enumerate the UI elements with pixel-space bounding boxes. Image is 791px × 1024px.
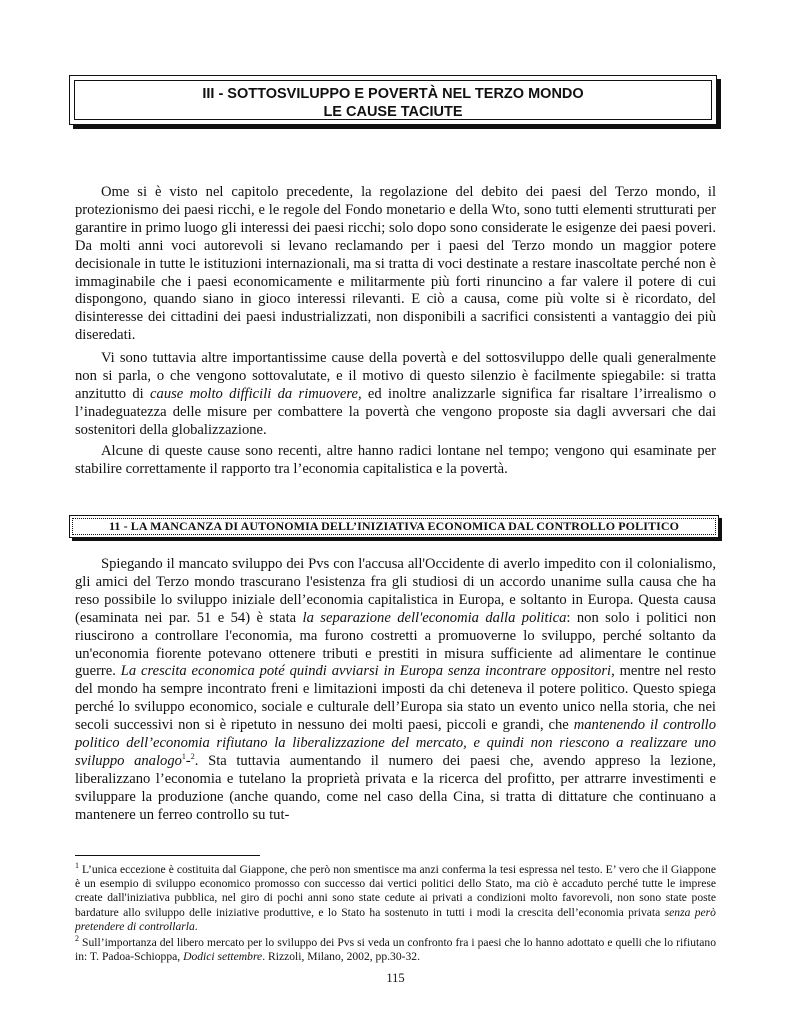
footnote-2 (75, 936, 716, 964)
section-italic-3: mantenendo il controllo politico dell’economia rifiutano la liberalizzazione del mercato, e quindi non riescono a realizzare uno sviluppo analogo (75, 717, 716, 769)
intro-p2-text-end: , ed inoltre analizzarle significa far risaltare l’irrealismo o l’inadeguatezza delle misure per combattere la povertà che vengono proposte sia dagli avversari che dai sostenitori della globalizzazione. (75, 385, 716, 438)
footnote-ref-2[interactable]: 2 (190, 752, 195, 762)
section-text-2: : non solo i politici non riuscirono a controllare l'economia, ma furono costretti a promuoverne lo sviluppo, perché soltanto da un'economia fiorente potevano ottenere tributi e prestiti in misura sufficiente ad alimentare le continue guerre. (75, 609, 716, 680)
footnote-1-italic: senza però pretendere di controllarla (75, 905, 716, 933)
footnote-1-mark: 1 (75, 861, 79, 871)
footnote-2-mark: 2 (75, 934, 79, 944)
section-paragraph (75, 556, 716, 825)
section-text-1: Spiegando il mancato sviluppo dei Pvs con l'accusa all'Occidente di averlo impedito con il colonialismo, gli amici del Terzo mondo trascurano l'esistenza fra gli studiosi di un accordo unanime sulla causa che ha reso possibile lo sviluppo iniziale dell’economia capitalistica in Europa, e soltanto in Europa. Questa causa (esaminata nei par. 51 e 54) è stata (75, 556, 716, 626)
chapter-title-line1: III - SOTTOSVILUPPO E POVERTÀ NEL TERZO MONDO (202, 86, 584, 102)
footnote-ref-separator: - (185, 752, 191, 769)
intro-p2-italic: cause molto difficili da rimuovere (150, 385, 358, 402)
intro-p2-text-start: Vi sono tuttavia altre importantissime cause della povertà e del sottosviluppo delle quali generalmente non si parla, o che vengono sottovalutate, e il motivo di questo silenzio è facilmente spiegabile: si tratta anzitutto di (75, 350, 716, 402)
section-italic-2: La crescita economica poté quindi avviarsi in Europa senza incontrare oppositori, (120, 663, 615, 680)
footnote-2-text: Sull’importanza del libero mercato per lo sviluppo dei Pvs si veda un confronto fra i paesi che lo hanno adottato e quelli che lo rifiutano in: T. Padoa-Schioppa, (75, 936, 716, 964)
section-heading-box (69, 515, 719, 538)
chapter-title-line2: LE CAUSE TACIUTE (323, 104, 463, 120)
footnote-1-text: L’unica eccezione è costituita dal Giappone, che però non smentisce ma anzi conferma la tesi espressa nel testo. E’ vero che il Giappone è un esempio di sviluppo economico promosso con successo dai vertici politici dello Stato, ma ciò è accaduto perché tutte le imprese create dall'iniziativa pubblica, nel giro di pochi anni sono state cedute ai privati a condizioni molto favorevoli, non sono state poste bardature allo sviluppo delle iniziative produttive, e lo Stato ha sostenuto in tutti i modi la crescita dell’economia privata (75, 863, 716, 919)
footnote-ref-1[interactable]: 1 (181, 752, 186, 762)
footnote-divider (75, 855, 260, 856)
section-text-4: . Sta tuttavia aumentando il numero dei paesi che, avendo appreso la lezione, liberalizzano l’economia e tutelano la proprietà privata e la ricerca del profitto, per attrarre investimenti e sviluppare la produzione (anche quando, come nel caso della Cina, si tratta di dittature che continuano a mantenere un ferreo controllo su tut- (75, 752, 716, 823)
footnote-2-italic: Dodici settembre (183, 950, 263, 964)
section-text-3: mentre nel resto del mondo ha sempre incontrato freni e limitazioni imposti da chi deteneva il potere politico. Questo spiega perché lo sviluppo economico, sociale e culturale dell’Europa sia stato un evento unico nella storia, che nei secoli successivi non si è ripetuto in nessuno dei molti paesi, piccoli e grandi, che (75, 663, 716, 734)
section-heading: 11 - LA MANCANZA DI AUTONOMIA DELL’INIZIATIVA ECONOMICA DAL CONTROLLO POLITICO (108, 519, 680, 533)
footnote-1-end: . (194, 919, 198, 933)
chapter-title-box (69, 75, 717, 125)
footnote-1 (75, 863, 716, 934)
page-number: 115 (386, 971, 405, 985)
chapter-title (70, 85, 716, 121)
section-italic-1: la separazione dell'economia dalla politica (302, 609, 567, 626)
intro-paragraph-2 (75, 350, 716, 440)
intro-paragraph-1: Ome si è visto nel capitolo precedente, la regolazione del debito dei paesi del Terzo mondo, il protezionismo dei paesi ricchi, e le regole del Fondo monetario e della Wto, sono tutti elementi strutturati per garantire in primo luogo gli interessi dei paesi ricchi; solo dopo sono considerate le esigenze dei paesi poveri. Da molti anni voci autorevoli si levano reclamando per i paesi del Terzo mondo un maggior potere decisionale in tutte le istituzioni internazionali, ma si tratta di voci destinate a restare inascoltate perché non è immaginabile che i paesi economicamente e militarmente più forti rinuncino a far valere il potere di cui dispongono, quando siano in gioco interessi rilevanti. E ciò a causa, come più volte si è ricordato, del disinteresse dei cittadini dei paesi industrializzati, non disponibili a sacrifici consistenti a vantaggio dei più diseredati. (75, 184, 716, 344)
footnote-2-end: . Rizzoli, Milano, 2002, pp.30-32. (262, 950, 420, 964)
intro-paragraph-3: Alcune di queste cause sono recenti, altre hanno radici lontane nel tempo; vengono qui esaminate per stabilire correttamente il rapporto tra l’economia capitalistica e la povertà. (75, 443, 716, 477)
